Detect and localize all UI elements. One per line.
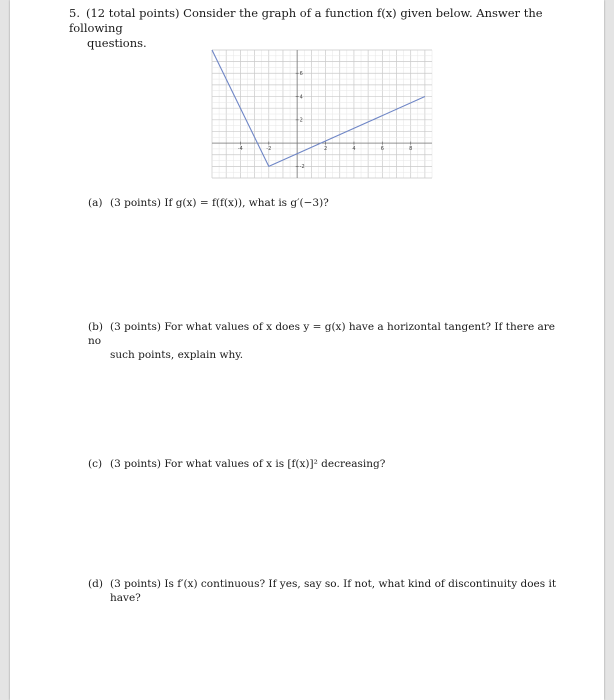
y-tick-label: 6 — [299, 71, 303, 78]
x-tick-label: 4 — [352, 146, 356, 153]
graph-grid — [212, 50, 432, 178]
worksheet-page — [10, 0, 604, 700]
part-c — [88, 457, 558, 471]
part-b-label: (b) — [88, 321, 103, 333]
x-tick-label: -2 — [266, 146, 272, 153]
problem-number: 5. — [69, 6, 80, 20]
problem-prompt-line1: (12 total points) Consider the graph of a function f(x) given below. Answer the following — [69, 6, 543, 35]
part-d — [88, 577, 558, 605]
x-tick-label: 6 — [380, 146, 384, 153]
problem-header — [69, 6, 559, 51]
part-a-question: (3 points) If g(x) = f(f(x)), what is g′(−3)? — [110, 197, 329, 209]
part-d-question-line2: have? — [110, 592, 141, 604]
part-a-label: (a) — [88, 197, 103, 209]
part-b — [88, 320, 558, 362]
part-b-question-line1: (3 points) For what values of x does y = g(x) have a horizontal tangent? If there are no — [88, 321, 556, 347]
x-tick-label: 2 — [323, 146, 328, 153]
part-c-label: (c) — [88, 458, 103, 470]
x-tick-label: 8 — [409, 146, 413, 153]
part-d-question-line1: (3 points) Is f′(x) continuous? If yes, say so. If not, what kind of discontinuity does it — [110, 578, 557, 590]
y-tick-label: 2 — [299, 117, 303, 124]
function-graph — [208, 46, 436, 182]
y-tick-label: 4 — [299, 94, 303, 101]
part-b-question-line2: such points, explain why. — [110, 349, 244, 361]
x-tick-label: -4 — [237, 146, 243, 153]
part-c-question: (3 points) For what values of x is [f(x)]² decreasing? — [110, 458, 386, 470]
graph-tick-labels — [238, 71, 412, 170]
part-d-label: (d) — [88, 578, 103, 590]
y-tick-label: -2 — [299, 164, 305, 171]
problem-prompt-line2: questions. — [87, 36, 147, 50]
part-a — [88, 196, 558, 210]
